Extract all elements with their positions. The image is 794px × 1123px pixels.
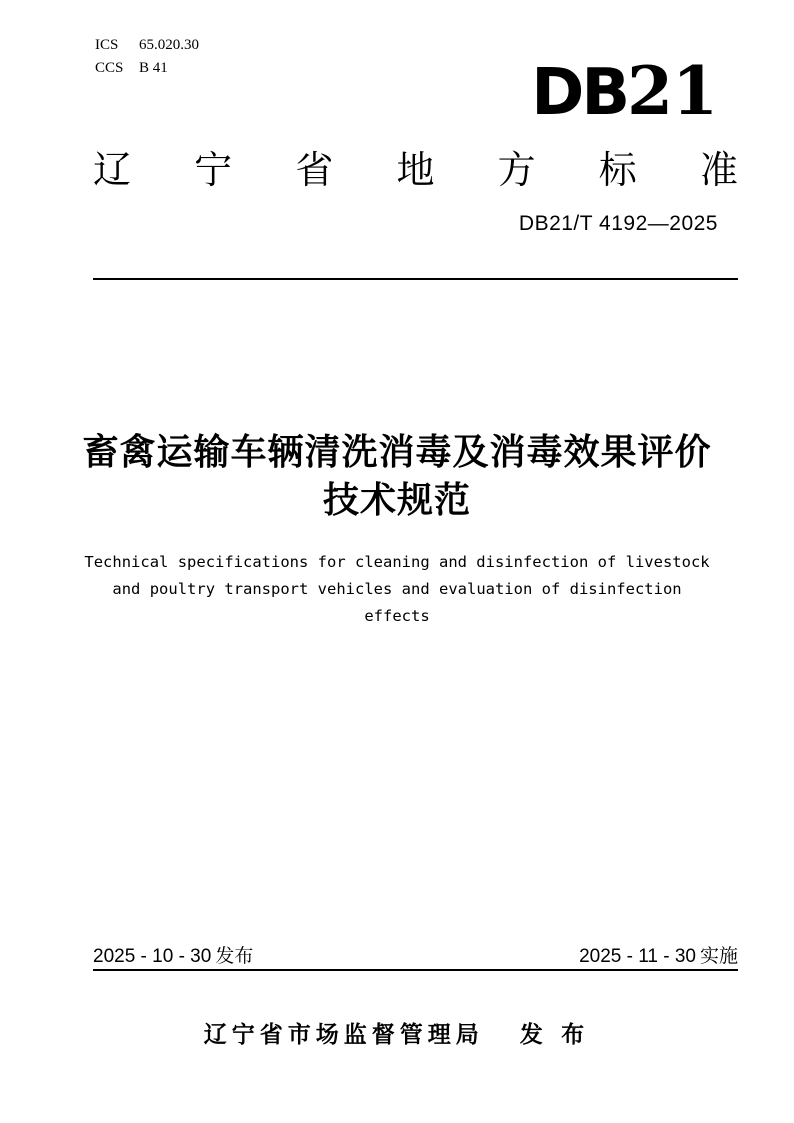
standard-type-title	[93, 151, 738, 191]
publish-action-label: 发 布	[519, 1021, 591, 1047]
title-line-2: 技术规范	[322, 479, 471, 520]
ccs-label: CCS	[95, 60, 124, 76]
standard-type-char: 宁	[194, 150, 233, 192]
ics-row	[95, 34, 199, 57]
standard-type-char: 准	[699, 150, 738, 192]
standard-type-char: 地	[396, 150, 435, 192]
ics-ccs-block	[95, 34, 199, 80]
issue-date-group	[93, 946, 253, 968]
document-title-english	[0, 549, 794, 630]
standard-type-char: 方	[497, 150, 536, 192]
standard-number: DB21/T 4192—2025	[518, 212, 718, 235]
ics-label: ICS	[95, 37, 119, 53]
db21-logo-region-part: 21	[627, 52, 717, 130]
ics-code: 65.020.30	[139, 37, 199, 53]
issue-label: 发布	[215, 946, 254, 967]
dates-row	[93, 946, 738, 968]
english-title-line-3: effects	[364, 607, 430, 625]
publisher-row	[0, 1019, 794, 1049]
implement-label: 实施	[699, 946, 738, 967]
header-rule	[93, 278, 738, 280]
issue-date: 2025 - 10 - 30	[93, 946, 212, 967]
english-title-line-2: and poultry transport vehicles and evaluation of disinfection	[112, 580, 682, 598]
publisher-name: 辽宁省市场监督管理局	[203, 1021, 484, 1047]
document-title-chinese	[0, 428, 794, 524]
ccs-code: B 41	[139, 60, 168, 76]
implement-date: 2025 - 11 - 30	[579, 946, 696, 967]
footer-rule	[93, 969, 738, 971]
english-title-line-1: Technical specifications for cleaning and disinfection of livestock	[84, 553, 710, 571]
ccs-row	[95, 57, 199, 80]
title-line-1: 畜禽运输车辆清洗消毒及消毒效果评价	[82, 431, 712, 472]
standard-type-char: 省	[295, 150, 334, 192]
db21-logo	[531, 52, 717, 130]
db21-logo-db-part: DB	[531, 56, 628, 130]
implement-date-group	[579, 946, 738, 968]
standard-type-char: 标	[598, 150, 637, 192]
standard-type-char: 辽	[93, 150, 132, 192]
